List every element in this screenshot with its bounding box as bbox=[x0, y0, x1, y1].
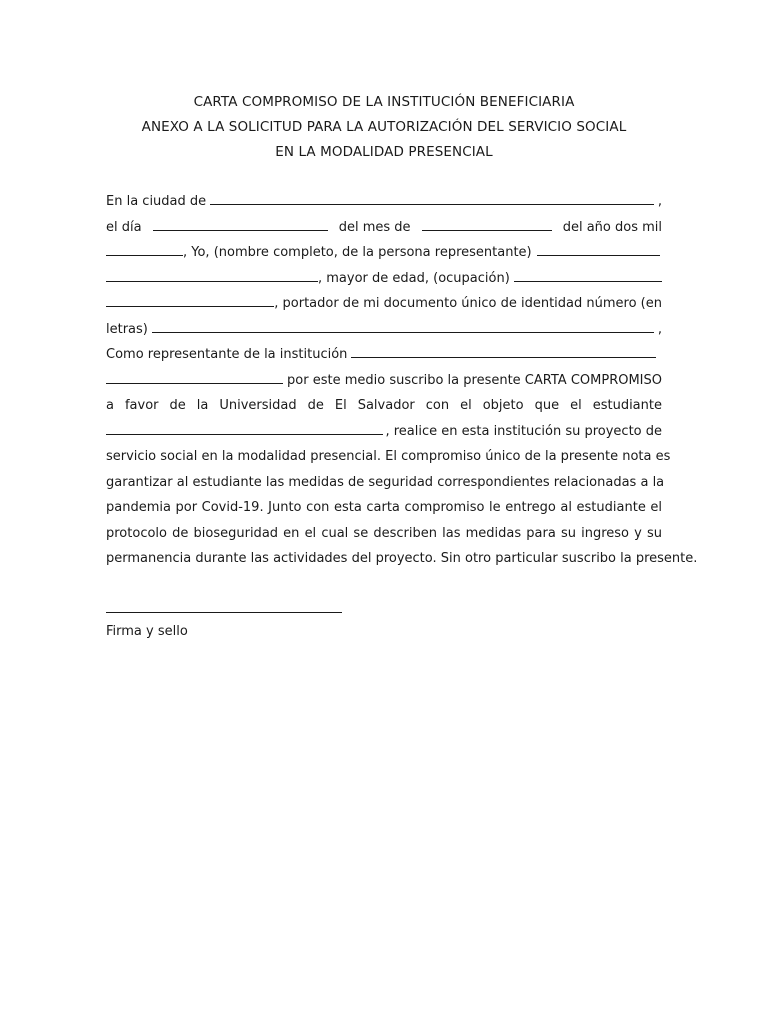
letter-body bbox=[106, 189, 698, 572]
month-field[interactable] bbox=[422, 230, 552, 231]
document-number-field[interactable] bbox=[152, 332, 654, 333]
body-line: servicio social en la modalidad presencial. El compromiso único de la presente nota es bbox=[106, 449, 671, 464]
subscribe-line bbox=[106, 368, 662, 394]
closing-line bbox=[106, 546, 698, 572]
city-comma: , bbox=[657, 194, 662, 209]
title-line-1: CARTA COMPROMISO DE LA INSTITUCIÓN BENEFICIARIA bbox=[193, 94, 575, 110]
age-occupation-line bbox=[106, 266, 662, 292]
letters-line bbox=[106, 317, 662, 343]
institution-label: Como representante de la institución bbox=[106, 347, 348, 362]
representative-line bbox=[106, 240, 662, 266]
representative-name-field[interactable] bbox=[537, 255, 660, 256]
year-label: del año dos mil bbox=[562, 219, 662, 235]
title-line-2: ANEXO A LA SOLICITUD PARA LA AUTORIZACIÓN DEL SERVICIO SOCIAL bbox=[141, 119, 627, 135]
day-label: el día bbox=[106, 219, 142, 235]
city-field[interactable] bbox=[210, 204, 654, 205]
title-line-3: EN LA MODALIDAD PRESENCIAL bbox=[275, 144, 493, 160]
favor-line: a favor de la Universidad de El Salvador con el objeto que el estudiante bbox=[106, 398, 662, 413]
year-field[interactable] bbox=[106, 255, 183, 256]
document-line bbox=[106, 291, 662, 317]
occupation-field-cont[interactable] bbox=[106, 306, 274, 307]
signature-line[interactable] bbox=[106, 612, 342, 613]
city-line bbox=[106, 189, 662, 215]
student-name-field[interactable] bbox=[106, 434, 383, 435]
closing-text: permanencia durante las actividades del proyecto. Sin otro particular suscribo la presente. bbox=[106, 551, 698, 566]
student-line bbox=[106, 419, 662, 445]
letters-comma: , bbox=[657, 321, 662, 337]
day-field[interactable] bbox=[153, 230, 328, 231]
letters-label: letras) bbox=[106, 321, 148, 337]
body-line: garantizar al estudiante las medidas de seguridad correspondientes relacionadas a la bbox=[106, 474, 665, 490]
body-line: protocolo de bioseguridad en el cual se describen las medidas para su ingreso y su bbox=[106, 525, 662, 541]
rep-label: , Yo, (nombre completo, de la persona representante) bbox=[183, 245, 532, 260]
institution-line bbox=[106, 342, 662, 368]
age-label: , mayor de edad, (ocupación) bbox=[318, 270, 510, 286]
subscribe-label: por este medio suscribo la presente CARTA COMPROMISO bbox=[287, 372, 662, 388]
institution-field-cont[interactable] bbox=[106, 383, 283, 384]
body-line: pandemia por Covid-19. Junto con esta carta compromiso le entrego al estudiante el bbox=[106, 500, 662, 515]
document-title bbox=[0, 90, 768, 165]
signature-label: Firma y sello bbox=[106, 624, 188, 639]
realice-label: , realice en esta institución su proyecto de bbox=[385, 423, 662, 439]
occupation-field[interactable] bbox=[514, 281, 662, 282]
institution-field[interactable] bbox=[351, 357, 656, 358]
month-label: del mes de bbox=[338, 219, 411, 235]
city-label: En la ciudad de bbox=[106, 194, 207, 209]
doc-label: , portador de mi documento único de identidad número (en bbox=[274, 296, 662, 311]
date-line bbox=[106, 215, 662, 241]
representative-name-field-cont[interactable] bbox=[106, 281, 318, 282]
